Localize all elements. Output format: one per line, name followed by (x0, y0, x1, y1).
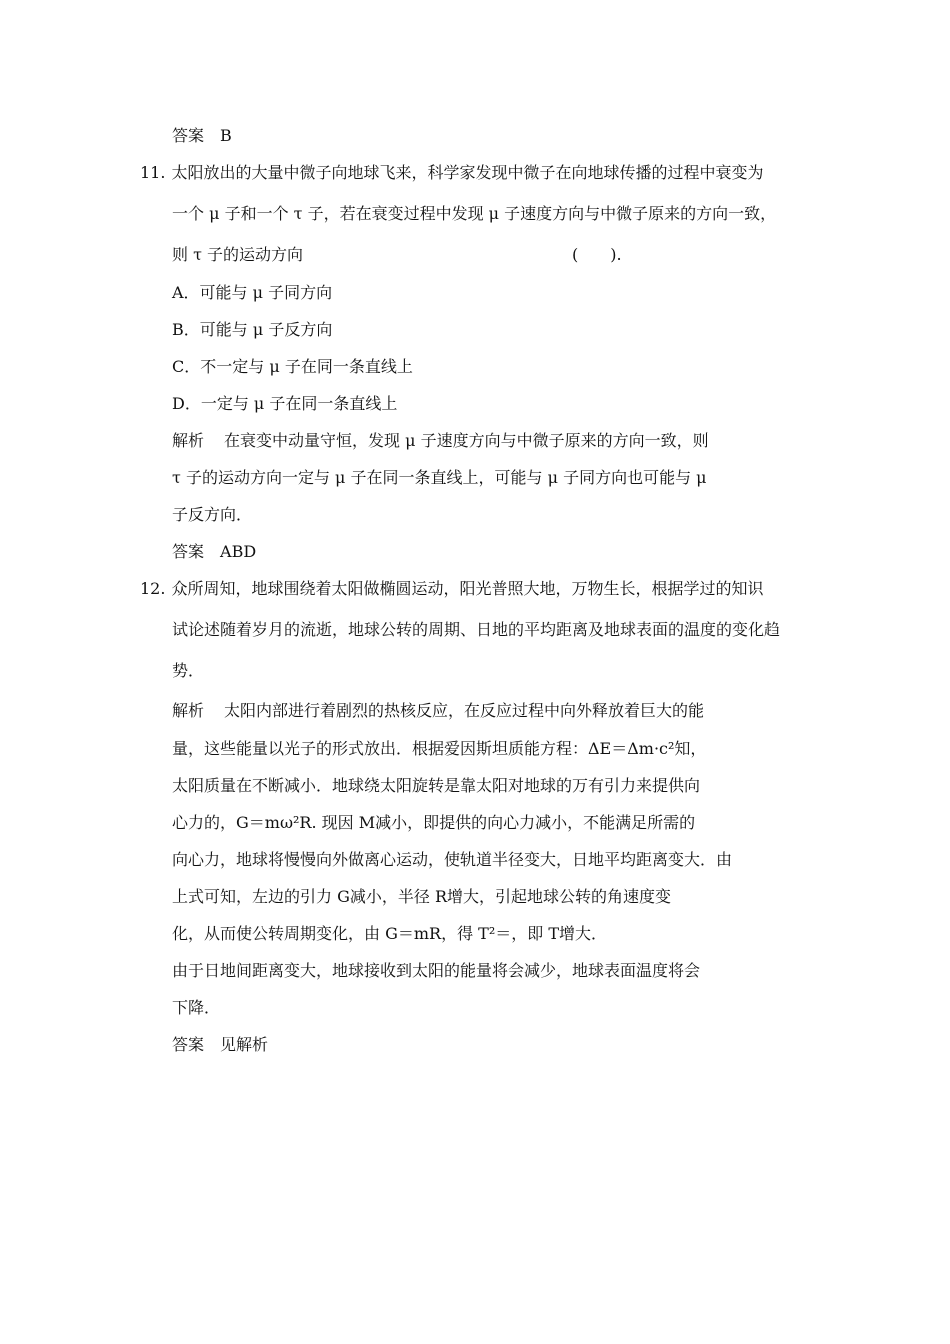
q12-stem-line2: 试论述随着岁月的流逝，地球公转的周期、日地的平均距离及地球表面的温度的变化趋 (172, 620, 781, 639)
q12-analysis-line3: 太阳质量在不断减小．地球绕太阳旋转是靠太阳对地球的万有引力来提供向 (172, 776, 701, 795)
q11-analysis-line3: 子反方向． (172, 505, 253, 524)
q12-answer-value: 见解析 (220, 1035, 269, 1054)
q11-option-b: B．可能与 μ 子反方向 (172, 320, 333, 339)
q11-number: 11. (140, 163, 166, 182)
q12-analysis-line9: 下降． (172, 998, 221, 1017)
q12-answer-label: 答案 (172, 1035, 205, 1054)
q12-stem-line1: 12. 众所周知，地球围绕着太阳做椭圆运动，阳光普照大地，万物生长，根据学过的知识 (140, 579, 764, 598)
q12-analysis-line5: 向心力，地球将慢慢向外做离心运动，使轨道半径变大，日地平均距离变大．由 (172, 850, 733, 869)
q12-analysis-line1: 解析 太阳内部进行着剧烈的热核反应，在反应过程中向外释放着巨大的能 (172, 701, 705, 720)
prev-answer (172, 125, 232, 147)
q12-analysis-line7: 化，从而使公转周期变化，由 G＝mR，得 T²＝，即 T增大． (172, 924, 608, 943)
q12-analysis-line4: 心力的，G＝mω²R. 现因 M减小，即提供的向心力减小，不能满足所需的 (172, 813, 696, 832)
q11-stem-line2: 一个 μ 子和一个 τ 子，若在衰变过程中发现 μ 子速度方向与中微子原来的方向一致， (172, 204, 777, 223)
q11-analysis-line2: τ 子的运动方向一定与 μ 子在同一条直线上，可能与 μ 子同方向也可能与 μ (172, 468, 707, 487)
q11-answer-blank: ( ). (572, 245, 622, 264)
prev-answer-label: 答案 (172, 126, 205, 145)
q12-analysis-label: 解析 (172, 701, 205, 720)
q11-answer-label: 答案 (172, 542, 205, 561)
q12-answer (172, 1034, 268, 1056)
q11-answer (172, 541, 256, 563)
q11-stem-line3: 则 τ 子的运动方向 ( ). (172, 245, 622, 264)
q12-analysis-line2: 量，这些能量以光子的形式放出．根据爱因斯坦质能方程：ΔE＝Δm·c²知， (172, 739, 707, 758)
q11-stem-line1: 11. 太阳放出的大量中微子向地球飞来，科学家发现中微子在向地球传播的过程中衰变为 (140, 163, 764, 182)
q11-option-d: D．一定与 μ 子在同一条直线上 (172, 394, 398, 413)
q11-analysis-line1: 解析 在衰变中动量守恒，发现 μ 子速度方向与中微子原来的方向一致，则 (172, 431, 709, 450)
q12-analysis-line6: 上式可知，左边的引力 G减小，半径 R增大，引起地球公转的角速度变 (172, 887, 672, 906)
q12-analysis-line8: 由于日地间距离变大，地球接收到太阳的能量将会减少，地球表面温度将会 (172, 961, 701, 980)
prev-answer-value: B (220, 126, 232, 145)
q11-option-a: A．可能与 μ 子同方向 (172, 283, 333, 302)
q11-analysis-label: 解析 (172, 431, 205, 450)
q12-stem-line3: 势． (172, 661, 205, 680)
q11-answer-value: ABD (220, 542, 257, 561)
q12-number: 12. (140, 579, 166, 598)
q11-option-c: C．不一定与 μ 子在同一条直线上 (172, 357, 413, 376)
